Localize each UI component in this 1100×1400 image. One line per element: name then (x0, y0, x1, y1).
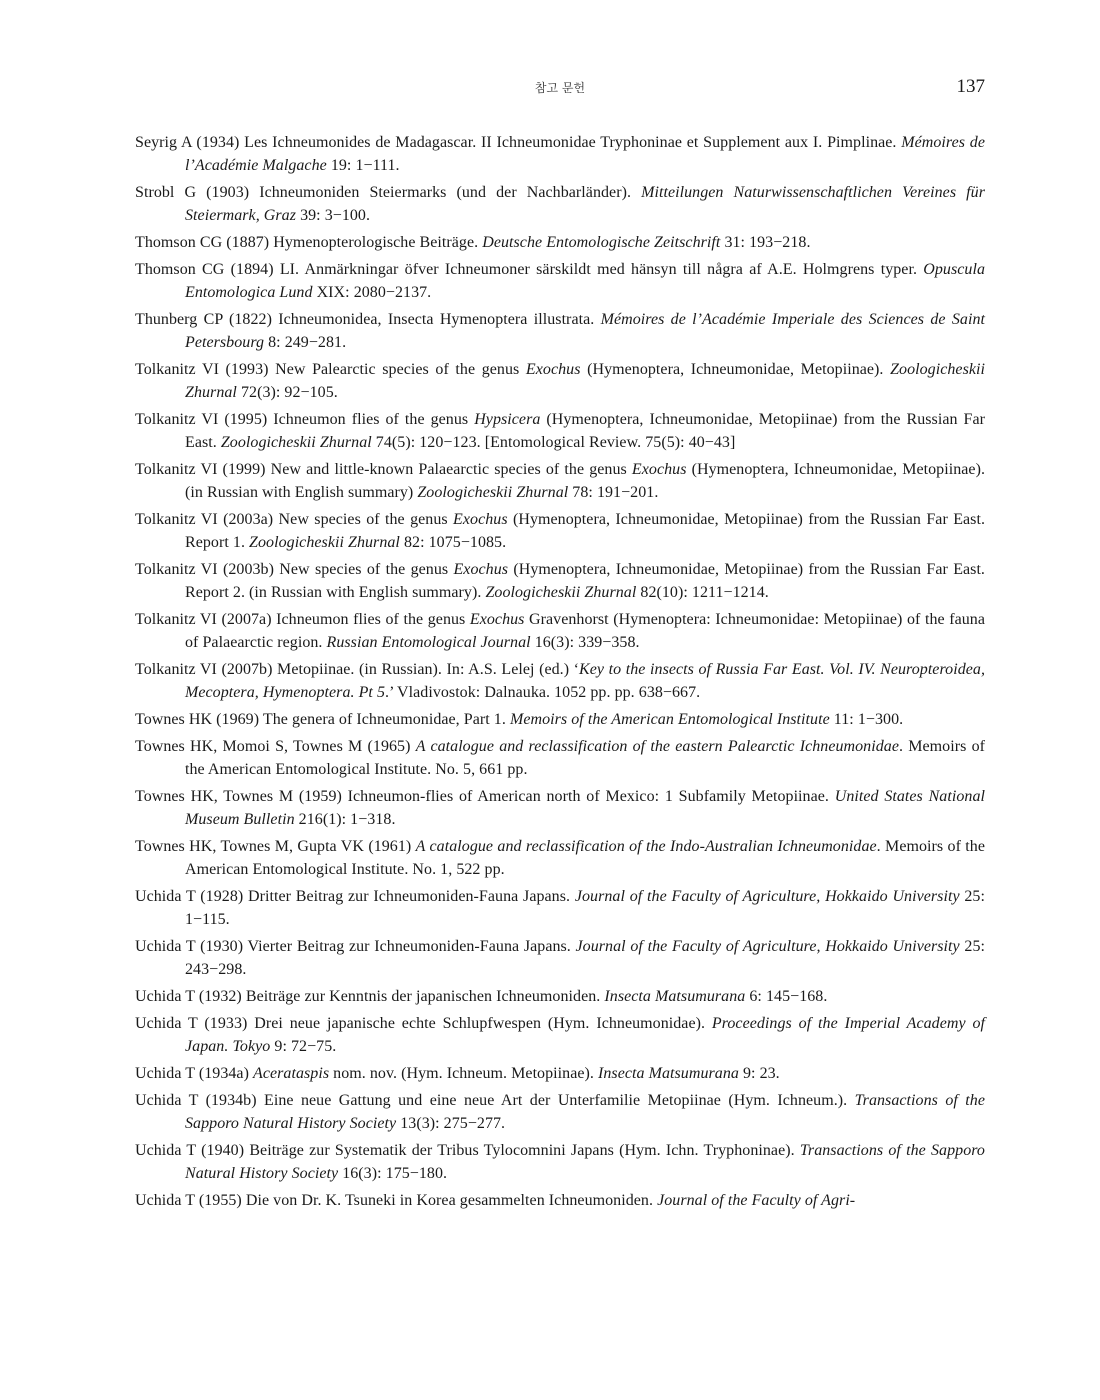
reference-text-segment: 78: 191−201. (568, 484, 659, 501)
reference-entry (135, 508, 985, 554)
reference-italic-segment: Zoologicheskii Zhurnal (220, 434, 372, 451)
reference-italic-segment: Insecta Matsumurana (597, 1065, 739, 1082)
reference-italic-segment: Opuscula Entomologica Lund (185, 261, 985, 301)
reference-italic-segment: United States National Museum Bulletin (185, 788, 985, 828)
reference-list (135, 131, 985, 1216)
reference-italic-segment: Memoirs of the American Entomological Institute (509, 711, 830, 728)
reference-italic-segment: A catalogue and reclassification of the Indo-Australian Ichneumonidae (415, 838, 877, 855)
reference-text-segment: (Hymenoptera, Ichneumonidae, Metopiinae) from the Russian Far East. Report 1. (185, 511, 986, 551)
reference-italic-segment: Mitteilungen Naturwissenschaftlichen Vereines für Steiermark, Graz (185, 184, 985, 224)
reference-text-segment: 82(10): 1211−1214. (636, 584, 769, 601)
reference-text-segment: Uchida T (1932) Beiträge zur Kenntnis der japanischen Ichneumoniden. (135, 988, 605, 1005)
reference-italic-segment: Mémoires de l’Académie Malgache (185, 134, 985, 174)
reference-text-segment: Gravenhorst (Hymenoptera: Ichneumonidae: Metopiinae) of the fauna of Palaearctic region. (185, 611, 985, 651)
reference-text-segment: (Hymenoptera, Ichneumonidae, Metopiinae) from the Russian Far East. Report 2. (in Russian with English summary). (185, 561, 985, 601)
reference-text-segment: Uchida T (1930) Vierter Beitrag zur Ichneumoniden-Fauna Japans. (135, 938, 576, 955)
reference-text-segment: .’ Vladivostok: Dalnauka. 1052 pp. pp. 638−667. (385, 684, 701, 701)
reference-text-segment: 16(3): 175−180. (338, 1165, 448, 1182)
page-header (135, 76, 985, 104)
reference-text-segment: Uchida T (1955) Die von Dr. K. Tsuneki in Korea gesammelten Ichneumoniden. (135, 1192, 658, 1209)
reference-text-segment: Tolkanitz VI (2003b) New species of the genus (135, 561, 454, 578)
reference-entry (135, 708, 985, 731)
reference-italic-segment: Deutsche Entomologische Zeitschrift (482, 234, 721, 251)
reference-text-segment: (Hymenoptera, Ichneumonidae, Metopiinae) from the Russian Far East. (185, 411, 985, 451)
reference-text-segment: Townes HK, Townes M (1959) Ichneumon-flies of American north of Mexico: 1 Subfamily Metopiinae. (135, 788, 835, 805)
reference-entry (135, 1089, 985, 1135)
reference-italic-segment: Russian Entomological Journal (326, 634, 531, 651)
reference-italic-segment: Zoologicheskii Zhurnal (417, 484, 569, 501)
reference-entry (135, 985, 985, 1008)
reference-text-segment: 16(3): 339−358. (530, 634, 640, 651)
reference-text-segment: Townes HK, Momoi S, Townes M (1965) (135, 738, 416, 755)
reference-text-segment: (Hymenoptera, Ichneumonidae, Metopiinae). (580, 361, 891, 378)
reference-italic-segment: Zoologicheskii Zhurnal (485, 584, 637, 601)
reference-text-segment: 11: 1−300. (829, 711, 904, 728)
reference-text-segment: . Memoirs of the American Entomological Institute. No. 1, 522 pp. (185, 838, 985, 878)
reference-entry (135, 358, 985, 404)
reference-italic-segment: Proceedings of the Imperial Academy of Japan. Tokyo (185, 1015, 985, 1055)
reference-entry (135, 835, 985, 881)
reference-italic-segment: Insecta Matsumurana (604, 988, 746, 1005)
reference-text-segment: Uchida T (1933) Drei neue japanische echte Schlupfwespen (Hym. Ichneumonidae). (135, 1015, 712, 1032)
reference-entry (135, 608, 985, 654)
reference-italic-segment: Journal of the Faculty of Agri- (657, 1192, 856, 1209)
reference-text-segment: nom. nov. (Hym. Ichneum. Metopiinae). (329, 1065, 598, 1082)
reference-entry (135, 131, 985, 177)
reference-text-segment: 216(1): 1−318. (294, 811, 396, 828)
reference-text-segment: Uchida T (1928) Dritter Beitrag zur Ichneumoniden-Fauna Japans. (135, 888, 575, 905)
reference-text-segment: Seyrig A (1934) Les Ichneumonides de Madagascar. II Ichneumonidae Tryphoninae et Supplement aux I. Pimplinae. (135, 134, 902, 151)
reference-text-segment: Tolkanitz VI (1993) New Palearctic species of the genus (135, 361, 526, 378)
reference-entry (135, 658, 985, 704)
reference-text-segment: Uchida T (1934b) Eine neue Gattung und eine neue Art der Unterfamilie Metopiinae (Hym. Ichneum.). (135, 1092, 855, 1109)
reference-italic-segment: A catalogue and reclassification of the eastern Palearctic Ichneumonidae (415, 738, 899, 755)
reference-text-segment: 25: 1−115. (185, 888, 985, 928)
reference-text-segment: Tolkanitz VI (1995) Ichneumon flies of the genus (135, 411, 475, 428)
reference-text-segment: XIX: 2080−2137. (312, 284, 432, 301)
reference-text-segment: Uchida T (1934a) (135, 1065, 254, 1082)
reference-text-segment: Strobl G (1903) Ichneumoniden Steiermarks (und der Nachbarländer). (135, 184, 642, 201)
reference-italic-segment: Key to the insects of Russia Far East. Vol. IV. Neuropteroidea, Mecoptera, Hymenoptera. Pt 5 (185, 661, 985, 701)
reference-entry (135, 885, 985, 931)
reference-italic-segment: Transactions of the Sapporo Natural History Society (185, 1092, 985, 1132)
reference-text-segment: 13(3): 275−277. (396, 1115, 506, 1132)
reference-text-segment: Thomson CG (1894) LI. Anmärkningar öfver Ichneumoner särskildt med hänsyn till några af A.E. Holmgrens typer. (135, 261, 924, 278)
reference-italic-segment: Acerataspis (253, 1065, 330, 1082)
reference-text-segment: 6: 145−168. (745, 988, 828, 1005)
reference-text-segment: (Hymenoptera, Ichneumonidae, Metopiinae). (in Russian with English summary) (185, 461, 985, 501)
reference-text-segment: 74(5): 120−123. [Entomological Review. 75(5): 40−43] (371, 434, 736, 451)
reference-text-segment: 8: 249−281. (264, 334, 347, 351)
reference-text-segment: Thunberg CP (1822) Ichneumonidea, Insecta Hymenoptera illustrata. (135, 311, 601, 328)
reference-italic-segment: Zoologicheskii Zhurnal (249, 534, 400, 551)
reference-text-segment: 9: 23. (738, 1065, 780, 1082)
reference-italic-segment: Journal of the Faculty of Agriculture, Hokkaido University (575, 938, 960, 955)
reference-entry (135, 258, 985, 304)
reference-text-segment: Uchida T (1940) Beiträge zur Systematik der Tribus Tylocomnini Japans (Hym. Ichn. Tryphoninae). (135, 1142, 800, 1159)
reference-text-segment: Tolkanitz VI (1999) New and little-known Palaearctic species of the genus (135, 461, 632, 478)
reference-italic-segment: Hypsicera (474, 411, 541, 428)
reference-text-segment: 25: 243−298. (185, 938, 985, 978)
reference-text-segment: Townes HK, Townes M, Gupta VK (1961) (135, 838, 416, 855)
reference-italic-segment: Exochus (453, 561, 509, 578)
reference-entry (135, 181, 985, 227)
reference-text-segment: Tolkanitz VI (2007b) Metopiinae. (in Russian). In: A.S. Lelej (ed.) ‘ (135, 661, 580, 678)
reference-italic-segment: Exochus (631, 461, 687, 478)
reference-entry (135, 1012, 985, 1058)
reference-text-segment: Thomson CG (1887) Hymenopterologische Beiträge. (135, 234, 483, 251)
reference-entry (135, 785, 985, 831)
reference-italic-segment: Mémoires de l’Académie Imperiale des Sciences de Saint Petersbourg (185, 311, 985, 351)
reference-text-segment: Townes HK (1969) The genera of Ichneumonidae, Part 1. (135, 711, 510, 728)
reference-italic-segment: Exochus (525, 361, 581, 378)
reference-entry (135, 1189, 985, 1212)
reference-entry (135, 935, 985, 981)
reference-text-segment: 31: 193−218. (720, 234, 811, 251)
reference-text-segment: 72(3): 92−105. (236, 384, 338, 401)
reference-italic-segment: Journal of the Faculty of Agriculture, Hokkaido University (574, 888, 960, 905)
reference-entry (135, 1139, 985, 1185)
reference-text-segment: 19: 1−111. (326, 157, 400, 174)
reference-italic-segment: Zoologicheskii Zhurnal (185, 361, 985, 401)
reference-entry (135, 231, 985, 254)
reference-text-segment: 9: 72−75. (270, 1038, 337, 1055)
reference-italic-segment: Exochus (453, 511, 508, 528)
reference-entry (135, 458, 985, 504)
reference-text-segment: Tolkanitz VI (2003a) New species of the genus (135, 511, 454, 528)
reference-entry (135, 735, 985, 781)
page-number: 137 (956, 76, 985, 97)
reference-text-segment: 39: 3−100. (296, 207, 371, 224)
reference-text-segment: Tolkanitz VI (2007a) Ichneumon flies of the genus (135, 611, 470, 628)
reference-text-segment: . Memoirs of the American Entomological Institute. No. 5, 661 pp. (185, 738, 986, 778)
reference-entry (135, 558, 985, 604)
running-title: 참고 문헌 (534, 81, 586, 95)
reference-entry (135, 408, 985, 454)
reference-italic-segment: Exochus (469, 611, 525, 628)
reference-entry (135, 308, 985, 354)
reference-italic-segment: Transactions of the Sapporo Natural History Society (185, 1142, 985, 1182)
reference-entry (135, 1062, 985, 1085)
reference-text-segment: 82: 1075−1085. (399, 534, 507, 551)
